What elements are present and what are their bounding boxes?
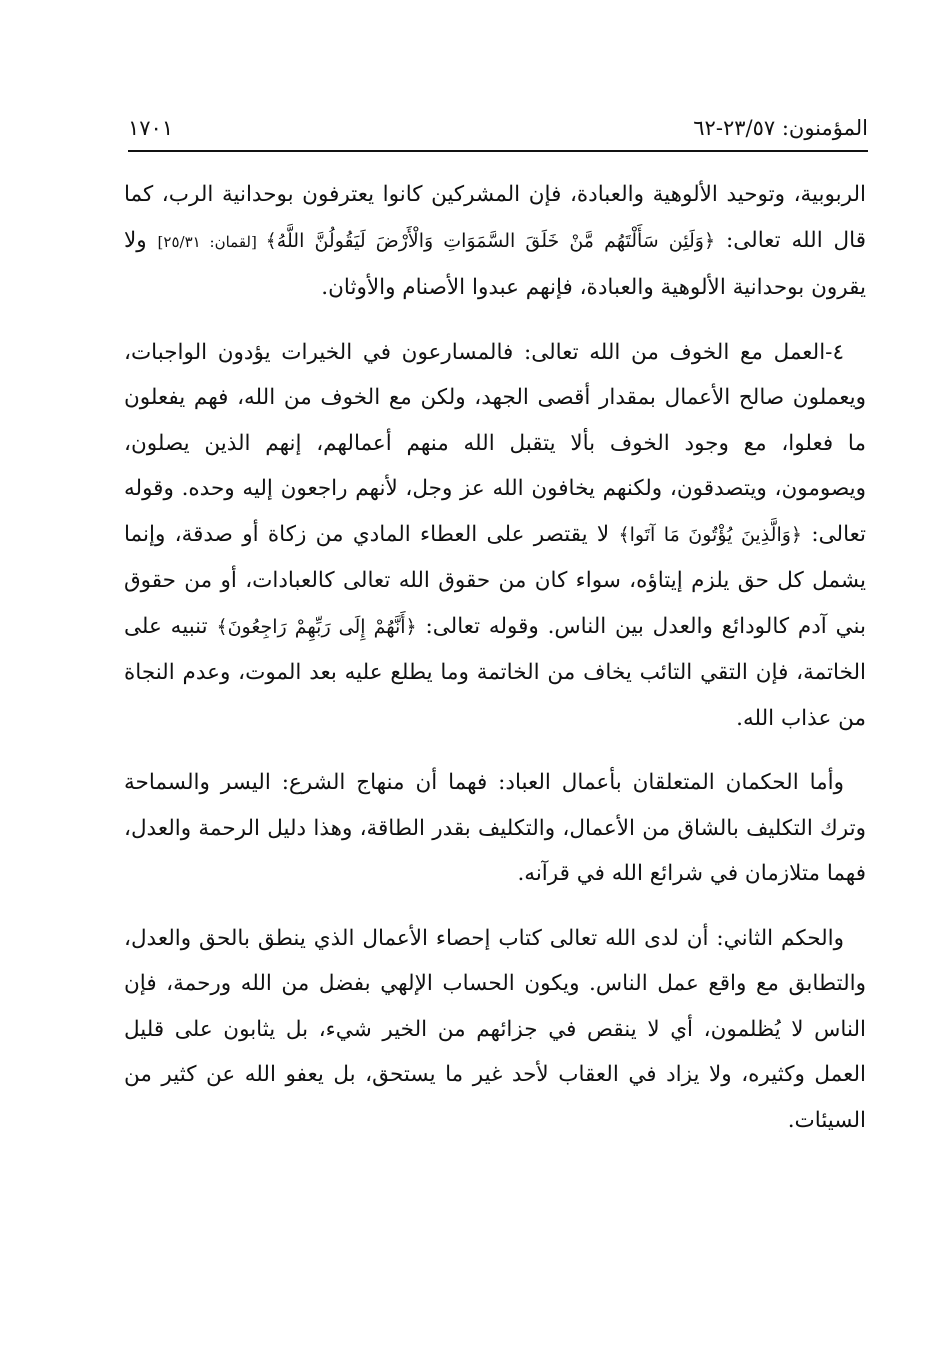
header-divider: [128, 150, 868, 152]
paragraph-text: والحكم الثاني: أن لدى الله تعالى كتاب إحصاء الأعمال الذي ينطق بالحق والعدل، والتطابق مع واقع عمل الناس. ويكون الحساب الإلهي بفضل من الله ورحمة، فإن الناس لا يُظلمون، أي لا ينقص في جزائهم من الخير شيء، بل يثابون على قليل العمل وكثيره، ولا يزاد في العقاب لأحد غير ما يستحق، بل يعفو الله عن كثير من السيئات.: [124, 925, 866, 1133]
paragraph-text: الربوبية، وتوحيد الألوهية والعبادة، فإن المشركين كانوا يعترفون بوحدانية الرب، كما قال الله تعالى:: [124, 182, 867, 253]
quran-verse: ﴿وَلَئِن سَأَلْتَهُم مَّنْ خَلَقَ السَّمَوَاتِ وَالْأَرْضَ لَيَقُولُنَّ اللَّهُ﴾: [265, 229, 716, 252]
paragraph-two-rulings: [124, 760, 866, 897]
paragraph-text: لا يقتصر على العطاء المادي من زكاة أو صدقة، وإنما يشمل كل حق يلزم إيتاؤه، سواء كان من حقوق الله تعالى كالعبادات، أو من حقوق بني آدم كالودائع والعدل بين الناس. وقوله تعالى:: [124, 521, 866, 639]
running-header: [128, 108, 868, 148]
paragraph-text: ٤-العمل مع الخوف من الله تعالى: فالمسارعون في الخيرات يؤدون الواجبات، ويعملون صالح الأعمال بمقدار أقصى الجهد، ولكن مع الخوف من الله، فهم يفعلون ما فعلوا، مع وجود الخوف بألا يتقبل الله منهم أعمالهم، إنهم الذين يصلون، ويصومون، ويتصدقون، ولكنهم يخافون الله عز وجل، لأنهم راجعون إليه وحده. وقوله تعالى:: [124, 339, 866, 547]
paragraph-text: ولا يقرون بوحدانية الألوهية والعبادة، فإنهم عبدوا الأصنام والأوثان.: [124, 227, 866, 300]
body-text: [124, 172, 866, 1162]
quran-verse: ﴿أَنَّهُمْ إِلَى رَبِّهِمْ رَاجِعُونَ﴾: [216, 615, 417, 638]
paragraph-text: تنبيه على الخاتمة، فإن التقي التائب يخاف من الخاتمة وما يطلع عليه بعد الموت، وعدم النجاة من عذاب الله.: [124, 613, 866, 731]
paragraph-continuation: [124, 172, 866, 311]
header-surah-title: المؤمنون: ٢٣/٥٧-٦٢: [693, 116, 868, 140]
paragraph-second-ruling: [124, 916, 866, 1144]
paragraph-text: وأما الحكمان المتعلقان بأعمال العباد: فهما أن منهاج الشرع: اليسر والسماحة وترك التكليف بالشاق من الأعمال، والتكليف بقدر الطاقة، وهذا دليل الرحمة والعدل، فهما متلازمان في شرائع الله في قرآنه.: [124, 770, 866, 886]
page-number: ١٧٠١: [128, 116, 174, 140]
verse-reference: [لقمان: ٢٥/٣١]: [157, 232, 266, 251]
paragraph-fear-of-god: [124, 330, 866, 742]
quran-verse: ﴿وَالَّذِينَ يُؤْتُونَ مَا آتَوا﴾: [618, 523, 803, 546]
